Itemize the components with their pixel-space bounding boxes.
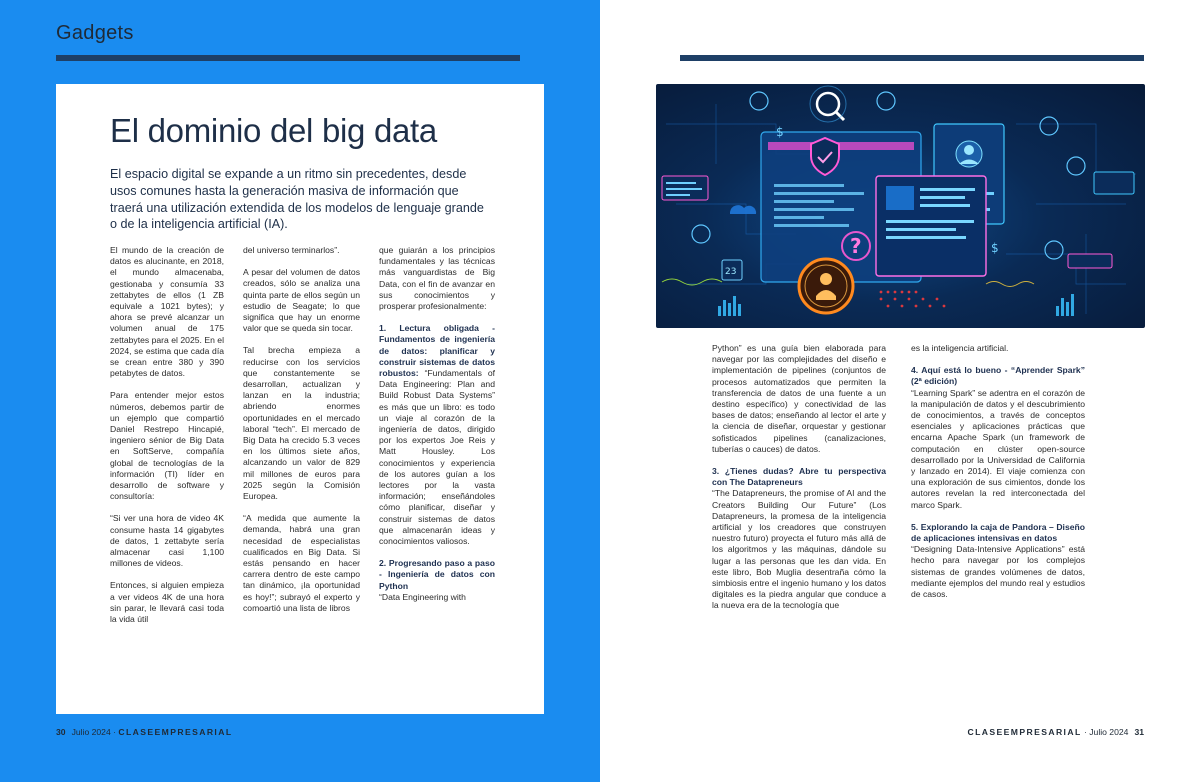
publication-name: CLASEEMPRESARIAL [118,727,233,737]
svg-text:$: $ [776,125,784,139]
paragraph: que guiarán a los principios fundamentales y las técnicas más vanguardistas de Big Data, con el fin de avanzar en sus conocimientos y prosperar profesionalmente: [379,245,495,312]
body-column-4 [712,343,886,623]
list-item [911,522,1085,600]
body-column-2 [243,245,360,625]
article-headline: El dominio del big data [110,112,437,149]
paragraph: El mundo de la creación de datos es alucinante, en 2018, el mundo almacenaba, gestionaba y consumía 33 zettabytes de ellos (1 ZB equivale a 1021 bytes); y ahora se prevé alcanzar un volumen anual de 175 zettabytes para el 2025. En el 2024, se estima que cada día se crean entre 380 y 390 petabytes de datos. [110,245,224,379]
issue-date: · Julio 2024 [1084,727,1129,737]
header-rule-left [56,55,520,61]
hero-illustration [656,84,1145,328]
list-item [712,466,886,612]
svg-text:$: $ [991,241,999,255]
list-item-heading: 1. Lectura obligada - Fundamentos de ingeniería de datos: planificar y construir sistemas de datos robustos: [379,323,495,379]
publication-name: CLASEEMPRESARIAL [967,727,1082,737]
list-item-body: “Fundamentals of Data Engineering: Plan and Build Robust Data Systems” es más que un libro: es todo un viaje al corazón de la ingeniería de datos, dirigido por los expertos Joe Reis y Matt Housley. Los conocimientos y experiencia de los autores guían a los lectores por la vasta información; enseñándoles cómo planificar, diseñar y construir sistemas de datos que almacenarán ideas y conocimientos valiosos. [379,368,495,547]
list-item-body: “The Datapreneurs, the promise of AI and the Creators Building Our Future” (Los Datapreneurs, la promesa de la inteligencia artificial y los creadores que construyen nuestro futuro) proyecta el futuro más allá de los algoritmos y las máquinas, dándole su lugar a las personas que les dan vida. En este libro, Bob Muglia desentraña cómo la simbiosis entre el ingenio humano y los datos digitales es la piedra angular que conduce a la nueva era de la tecnología que [712,488,886,611]
list-item-heading: 3. ¿Tienes dudas? Abre tu perspectiva con The Datapreneurs [712,466,886,488]
paragraph: Python” es una guía bien elaborada para navegar por las complejidades del diseño e implementación de pipelines (conjuntos de procesos automatizados que permiten la transferencia de datos de una fuente a un destino específico) y conectividad de las bases de datos; enseñando al lector el arte y la ciencia de diseñar, orquestar y gestionar sofisticados pipelines (canalizaciones, tuberías o cauces) de datos. [712,343,886,454]
list-item [379,558,495,603]
list-item [379,323,495,547]
list-item-heading: 2. Progresando paso a paso - Ingeniería de datos con Python [379,558,495,591]
paragraph: “Si ver una hora de video 4K consume hasta 14 gigabytes de datos, 1 zettabyte sería almacenar casi 1,100 millones de videos. [110,513,224,569]
svg-text:?: ? [850,234,862,258]
hero-badge-number: 23 [725,267,737,277]
page-number: 30 [56,727,66,737]
body-column-3 [379,245,495,614]
paragraph: Tal brecha empieza a reducirse con los servicios que constantemente se desarrollan, actualizan y lanzan en la industria; abriendo enormes oportunidades en el mercado laboral “tech”. El mercado de Big Data ha crecido 5.3 veces en los últimos siete años, alcanzando un valor de 829 mil millones de euros para 2025 según la Comisión Europea. [243,345,360,502]
paragraph: “A medida que aumente la demanda, habrá una gran necesidad de especialistas cualificados en Big Data. Si estás pensando en hacer carrera dentro de este campo tan dinámico, ¡la oportunidad es hoy!”; subrayó el experto y comoartió una lista de libros [243,513,360,613]
list-item-body: “Learning Spark” se adentra en el corazón de la manipulación de datos y el descubrimiento de conocimientos, a través de conceptos esenciales y aplicaciones prácticas que encarna Apache Spark (un framework de computación en clúster open-source desarrollado por la Universidad de California y lanzado en 2014). El viaje comienza con una exploración de sus cimientos, donde los autores revelan la red interconectada del marco Spark. [911,387,1085,510]
list-item-body: “Data Engineering with [379,591,466,602]
section-label: Gadgets [56,22,134,44]
paragraph: A pesar del volumen de datos creados, sólo se analiza una quinta parte de ellos según un estudio de Seagate; lo que significa que hay un enorme valor que se queda sin tocar. [243,267,360,334]
list-item [911,365,1085,511]
data-dashboard-illustration [656,84,1145,328]
list-item-heading: 4. Aquí está lo bueno - “Aprender Spark” (2ª edición) [911,365,1085,387]
body-column-1 [110,245,224,636]
list-item-heading: 5. Explorando la caja de Pandora – Diseño de aplicaciones intensivas en datos [911,521,1085,544]
list-item-body: “Designing Data-Intensive Applications” está hecho para navegar por los complejos sistemas de grandes volúmenes de datos, mediante ejemplos del mundo real y estudios de casos. [911,544,1085,600]
article-deck: El espacio digital se expande a un ritmo sin precedentes, desde usos comunes hasta la generación masiva de información que traerá una utilización extendida de los modelos de lenguaje grande o de la inteligencia artificial (IA). [110,167,484,232]
header-rule-right [680,55,1144,61]
page-footer-right [968,727,1144,737]
body-column-5 [911,343,1085,611]
issue-date: Julio 2024 · [71,727,116,737]
paragraph: Entonces, si alguien empieza a ver videos 4K de una hora sin parar, le llevará casi toda la vida útil [110,580,224,625]
paragraph: del universo terminarlos”. [243,245,340,255]
paragraph: es la inteligencia artificial. [911,343,1009,353]
paragraph: Para entender mejor estos números, debemos partir de un ejemplo que compartió Daniel Restrepo Hincapié, ingeniero sénior de Big Data en SoftServe, compañía global de tecnologías de la información (TI) líder en desarrollo de software y consultoría: [110,390,224,502]
page-number: 31 [1134,727,1144,737]
page-footer-left [56,727,232,737]
